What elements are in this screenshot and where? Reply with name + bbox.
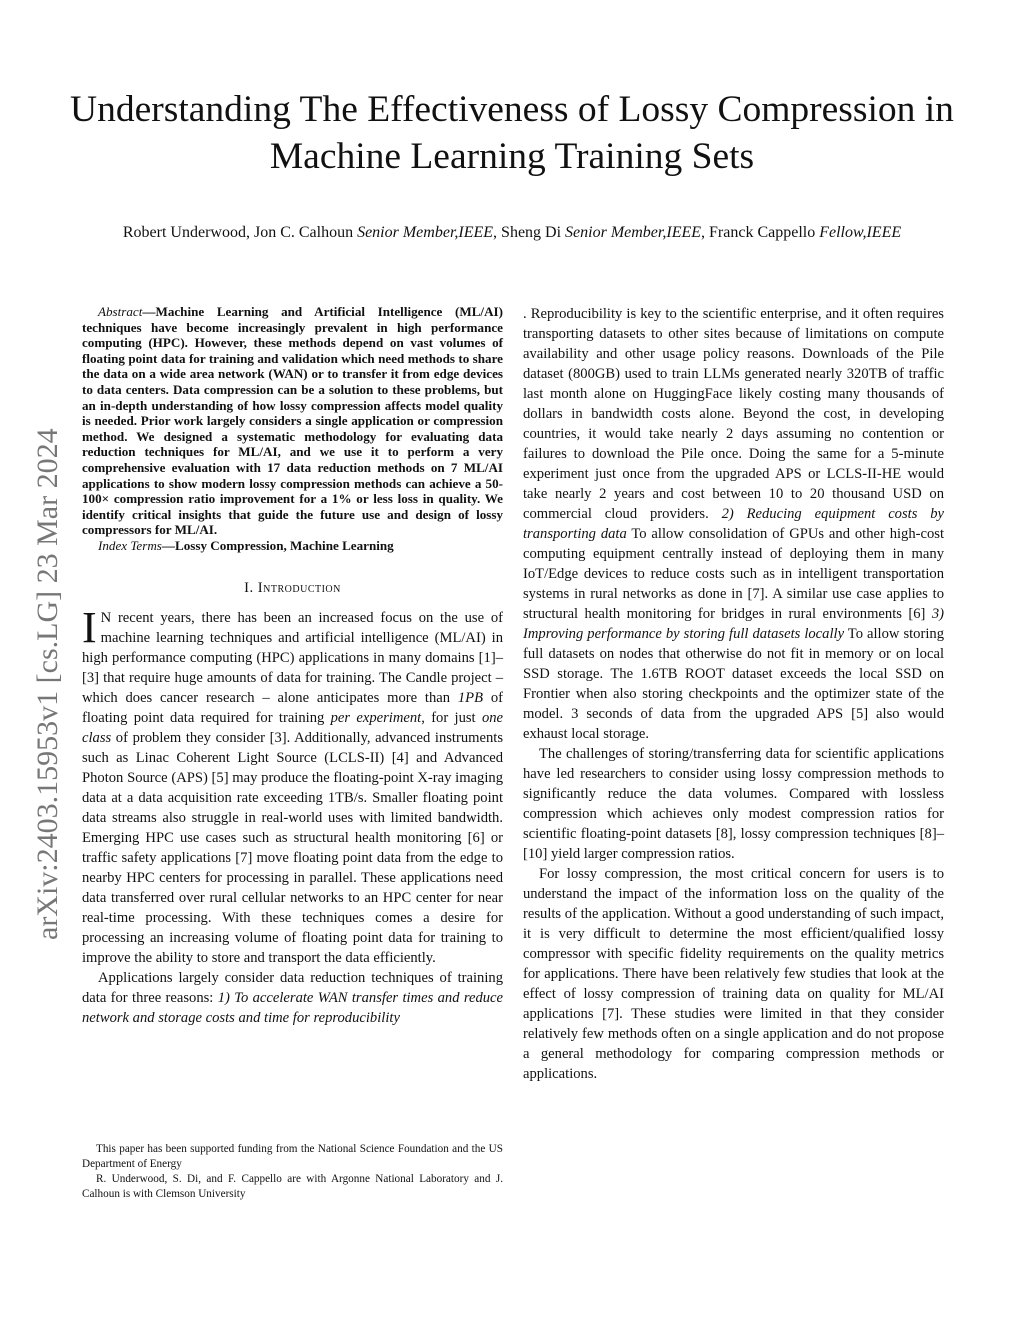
- arxiv-stamp: arXiv:2403.15953v1 [cs.LG] 23 Mar 2024: [31, 428, 64, 940]
- author-role-2: Senior Member,IEEE: [565, 224, 702, 241]
- intro-p1-text-d: of problem they consider [3]. Additionally, advanced instruments such as Linac Coherent Light Source (LCLS-II) [4] and Advanced Photon Source (APS) [5] may produce the floating-point X-ray imaging data at a data acquisition rate exceeding 1TB/s. Smaller floating point data streams also struggle in real-world uses with limited bandwidth. Emerging HPC use cases such as structural health monitoring [6] or traffic safety applications [7] move floating point data from the edge to nearby HPC centers for processing in parallel. These applications need data transferred over rural cellular networks to an HPC center for near real-time processing. With these techniques comes a desire for processing an increasing volume of floating point data for training to improve the ability to store and transport the data efficiently.: [82, 729, 503, 966]
- author-names-1: Robert Underwood, Jon C. Calhoun: [122, 224, 358, 241]
- intro-p1-emph-1: 1PB: [457, 689, 484, 706]
- author-role-1: Senior Member,IEEE: [357, 224, 494, 241]
- author-names-3: , Franck Cappello: [701, 224, 820, 241]
- index-terms-text: —Lossy Compression, Machine Learning: [161, 537, 394, 553]
- intro-p1-text-b: of floating point data required for training: [82, 689, 503, 726]
- intro-paragraph-2-start: [82, 968, 503, 1028]
- author-names-2: , Sheng Di: [493, 224, 566, 241]
- right-column: [523, 304, 944, 1084]
- intro-p2-reason-3: 3) Improving performance by storing full datasets locally: [523, 606, 944, 642]
- footnotes: [82, 1142, 503, 1202]
- section-heading: [82, 578, 503, 598]
- intro-paragraph-3: The challenges of storing/transferring data for scientific applications have led researchers to consider using lossy compression methods to significantly reduce the data volumes. Compared with lossless compression which achieves only modest compression ratios for scientific floating-point datasets [8], lossy compression techniques [8]–[10] yield larger compression ratios.: [523, 746, 944, 862]
- author-line: [20, 222, 1004, 244]
- section-name: Introduction: [257, 579, 341, 596]
- footnote-funding: This paper has been supported funding from the National Science Foundation and the US Department of Energy: [82, 1143, 503, 1170]
- abstract: [82, 304, 503, 538]
- intro-p1-text-c: , for just: [421, 709, 482, 726]
- drop-cap: I: [82, 602, 97, 652]
- abstract-text: —Machine Learning and Artificial Intelligence (ML/AI) techniques have become increasingly prevalent in high performance computing (HPC). However, these methods depend on vast volumes of floating point data for training and validation which need methods to share the data on a wide area network (WAN) or to transfer it from edge devices to data centers. Data compression can be a solution to these problems, but an in-depth understanding of how lossy compression affects model quality is needed. Prior work largely considers a single application or compression method. We designed a systematic methodology for evaluating data reduction techniques for ML/AI, and we use it to perform a very comprehensive evaluation with 17 data reduction methods on 7 ML/AI applications to show modern lossy compression methods can achieve a 50-100× compression ratio improvement for a 1% or less loss in quality. We identify critical insights that guide the future use and design of lossy compressors for ML/AI.: [82, 304, 503, 538]
- intro-p1-emph-3: one class: [82, 709, 504, 746]
- index-terms-label: Index Terms: [98, 537, 162, 553]
- paper-title: Understanding The Effectiveness of Lossy Compression in Machine Learning Training Sets: [70, 89, 954, 177]
- section-number: I.: [244, 579, 258, 596]
- intro-p1-text-a: N recent years, there has been an increased focus on the use of machine learning techniques and artificial intelligence (ML/AI) in high performance computing (HPC) applications in many domains [1]–[3] that require huge amounts of data for training. The Candle project – which does cancer research – alone anticipates more than: [82, 609, 503, 706]
- intro-p2-text-c: To allow consolidation of GPUs and other high-cost computing equipment centrally instead of deploying them in many IoT/Edge devices to reduce costs such as in intelligent transportation systems in rural networks as done in [7]. A similar use case applies to structural health monitoring for bridges in rural environments [6]: [523, 526, 945, 622]
- intro-p2-text-d: To allow storing full datasets on nodes that otherwise do not fit in memory or on local SSD storage. The 1.6TB ROOT dataset exceeds the local SSD on Frontier when also storing checkpoints and the optimizer state of the model. 3 seconds of data from the upgraded APS [5] also would exhaust local storage.: [523, 626, 944, 742]
- intro-p1-emph-2: per experiment: [330, 709, 422, 726]
- index-terms: [82, 538, 503, 554]
- intro-p2-text-b: . Reproducibility is key to the scientific enterprise, and it often requires transporting datasets to other sites because of limitations on compute availability and other usage policy reasons. Downloads of the Pile dataset (800GB) used to train LLMs generated nearly 320TB of traffic last month alone on HuggingFace likely costing many thousands of dollars in bandwidth costs alone. Beyond the cost, in developing countries, it would take nearly 2 days assuming no contention or failures to download the Pile once. Doing the same for a 5-minute experiment just once from the upgraded APS or LCLS-II-HE would take nearly 2 years and cost between 10 to 20 thousand USD on commercial cloud providers.: [523, 306, 944, 522]
- intro-paragraph-1: [82, 602, 504, 968]
- abstract-label: Abstract: [98, 304, 143, 319]
- intro-p2-reason-1: 1) To accelerate WAN transfer times and reduce network and storage costs and time for reproducibility: [82, 989, 503, 1026]
- intro-paragraph-2-cont: [523, 304, 944, 744]
- intro-p2-text-a: Applications largely consider data reduction techniques of training data for three reasons:: [82, 969, 503, 1006]
- intro-paragraph-4: For lossy compression, the most critical concern for users is to understand the impact of the information loss on the quality of the results of the application. Without a good understanding of such impact, it is very difficult to determine the most efficient/qualified lossy compressor with specific fidelity requirements on the quality metrics for applications. There have been relatively few studies that look at the effect of lossy compression of training data on quality for ML/AI applications [7]. These studies were limited in that they consider relatively few methods often on a single application and do not propose a general methodology for comparing compression methods or applications.: [523, 866, 944, 1082]
- author-role-3: Fellow,IEEE: [819, 224, 902, 241]
- intro-p2-reason-2: 2) Reducing equipment costs by transporting data: [523, 506, 945, 542]
- footnote-affiliations: R. Underwood, S. Di, and F. Cappello are with Argonne National Laboratory and J. Calhoun is with Clemson University: [82, 1173, 503, 1200]
- left-column: [82, 304, 503, 1028]
